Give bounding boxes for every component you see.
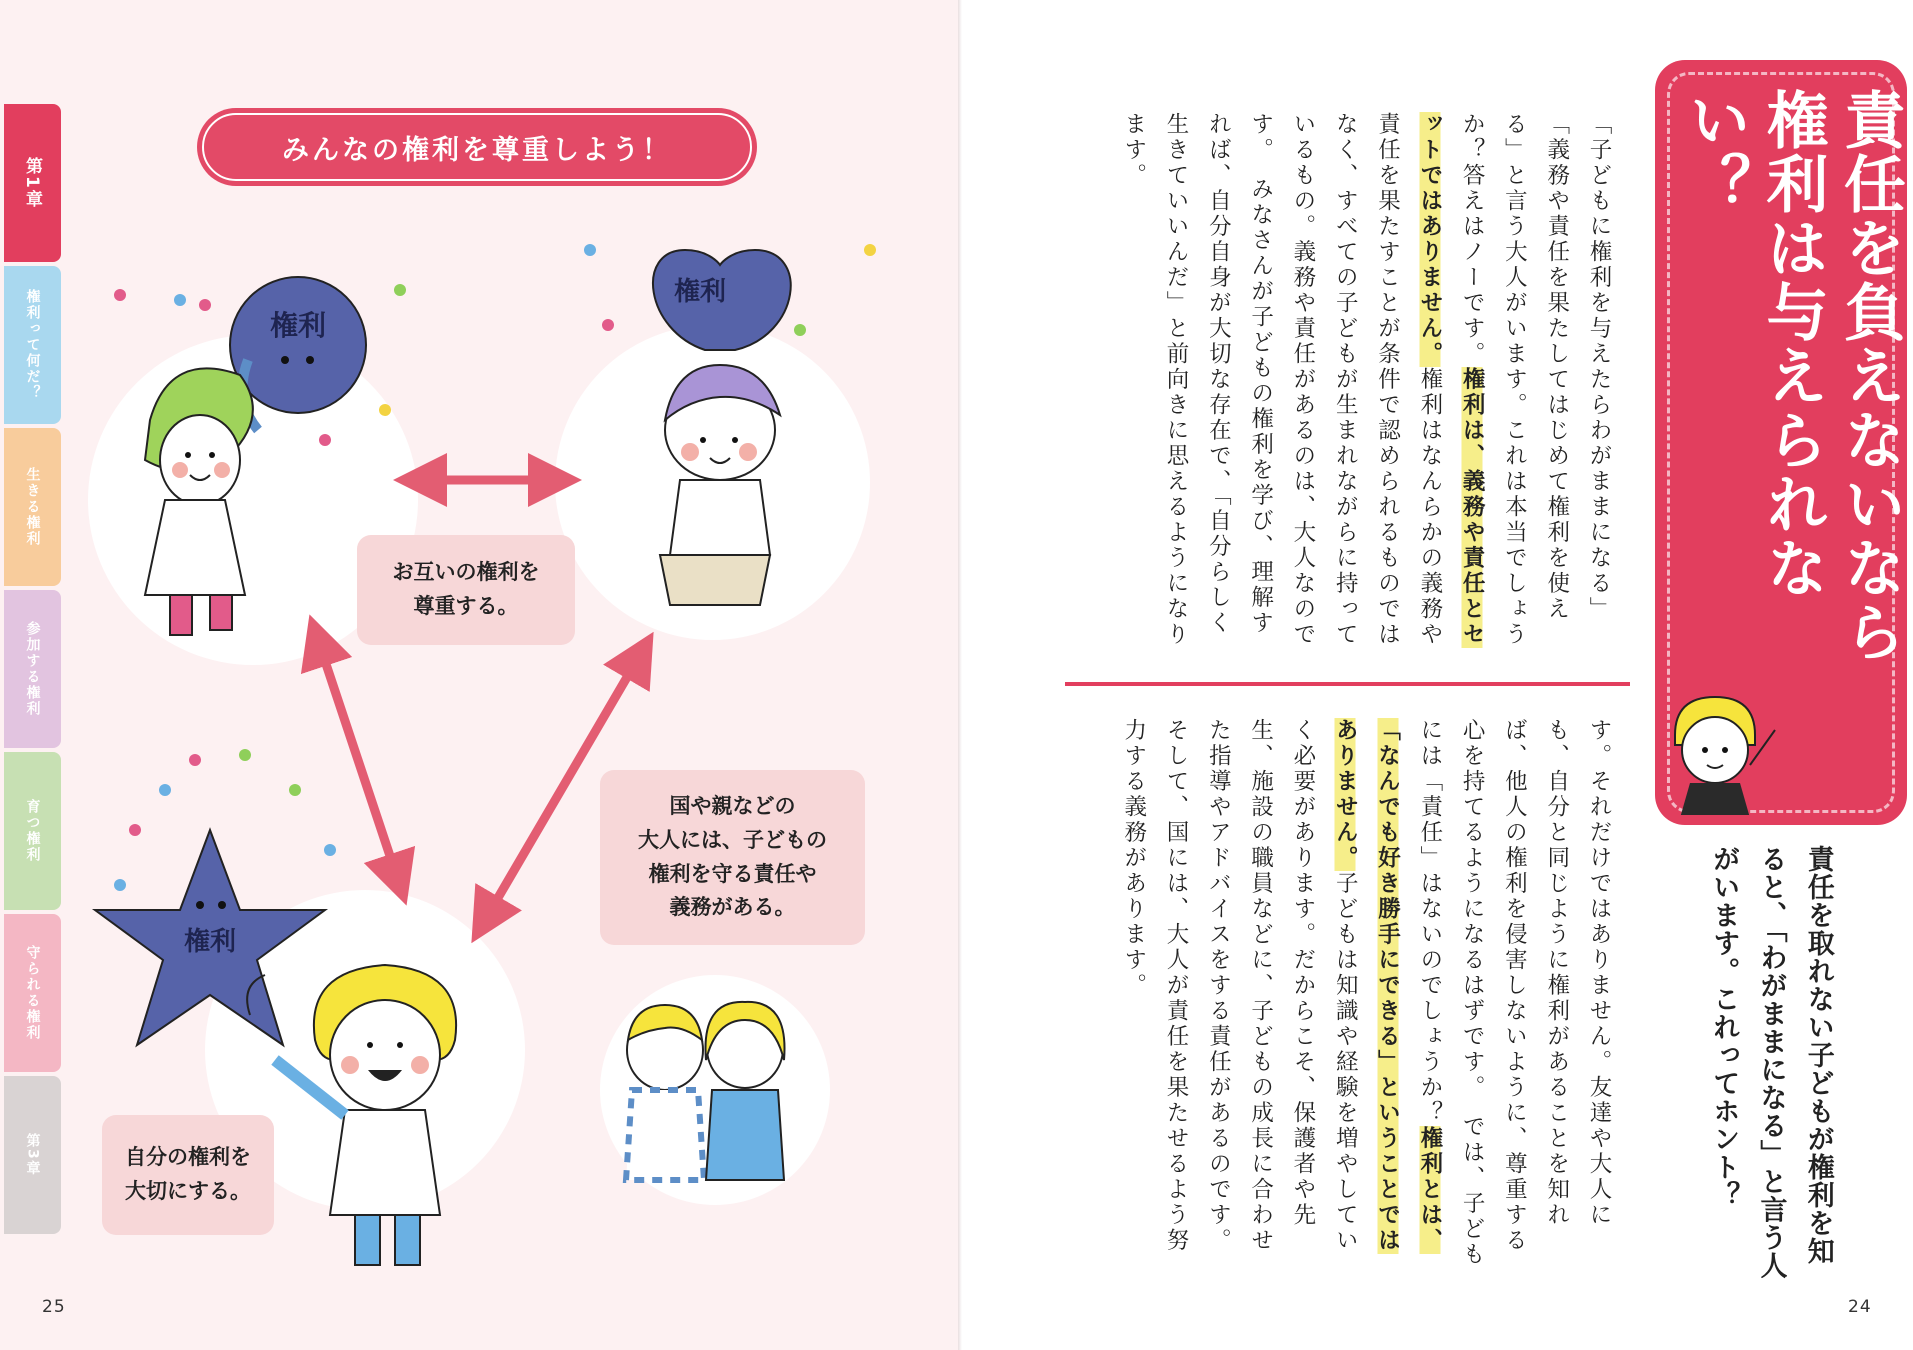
section1-body: [1060, 112, 1620, 660]
paragraph: では、子どもには「責任」はないのでしょうか？: [1416, 718, 1486, 1268]
paragraph: 権利はなんらかの義務や責任を果たすことが条件で認められるものではなく、すべての子どもが生まれながらに持っているもの。義務や責任があるのは、大人なのです。: [1247, 112, 1443, 648]
chapter-tab-label: 生きる権利: [24, 467, 41, 547]
boy-holding-heart-illustration: [584, 244, 876, 605]
chapter-tab-label: 第1章: [22, 157, 42, 209]
girl-waving-illustration: [1665, 695, 1795, 815]
chapter-tab-label: 権利って何だ？: [24, 289, 41, 401]
page-title: 責任を負えないなら権利は与えられない？: [1678, 88, 1907, 664]
paragraph: みなさんが子どもの権利を学び、理解すれば、自分自身が大切な存在で、「自分らしく生きていいんだ」と前向きに思えるようになります。: [1120, 112, 1274, 648]
highlighted-paragraph: 権利は、義務や責任とセットではありません。: [1416, 112, 1486, 648]
heart-label: 権利: [673, 277, 727, 307]
lead-question: 責任を取れない子どもが権利を知ると、「わがままになる」と言う人がいます。これってホント？: [1708, 845, 1834, 1280]
circle-label: 権利: [269, 309, 327, 342]
chapter-tab-label: 第3章: [24, 1133, 41, 1177]
banner-text: みんなの権利を尊重しよう！: [282, 134, 672, 166]
section-divider: [1065, 682, 1630, 686]
highlighted-paragraph: 権利とは、「なんでも好き勝手にできる」ということではありません。: [1332, 718, 1443, 1254]
callout-adults-responsibility: 国や親などの 大人には、子どもの 権利を守る責任や 義務がある。: [600, 770, 865, 945]
section2-body: [1060, 718, 1620, 1278]
callout-mutual-respect: お互いの権利を 尊重する。: [357, 535, 575, 645]
paragraph: す。それだけではありません。友達や大人にも、自分と同じように権利があることを知れば、他人の権利を侵害しないように、尊重する心を持てるようになるはずです。: [1459, 718, 1612, 1254]
page-number-left: 25: [42, 1297, 66, 1317]
chapter-tab-label: 守られる権利: [24, 945, 41, 1041]
paragraph: 「子どもに権利を与えたらわがままになる」「義務や責任を果たしてはじめて権利を使える」と言う大人がいます。これは本当でしょうか？答えはノーです。: [1459, 112, 1612, 648]
blonde-boy-illustration: [247, 965, 456, 1265]
star-label: 権利: [183, 927, 237, 957]
star-illustration: [95, 749, 336, 1045]
paragraph: 子どもは知識や経験を増やしていく必要があります。だからこそ、保護者や先生、施設の職員などに、子どもの成長に合わせた指導やアドバイスをする責任があるのです。そして、国には、大人が責任を果たせるよう努力する義務があります。: [1120, 718, 1359, 1254]
page-number-right: 24: [1848, 1297, 1872, 1317]
two-kids-illustration: [626, 1002, 785, 1180]
callout-value-own-rights: 自分の権利を 大切にする。: [102, 1115, 274, 1235]
chapter-tab-label: 参加する権利: [24, 621, 41, 717]
chapter-tab-label: 育つ権利: [24, 799, 41, 863]
